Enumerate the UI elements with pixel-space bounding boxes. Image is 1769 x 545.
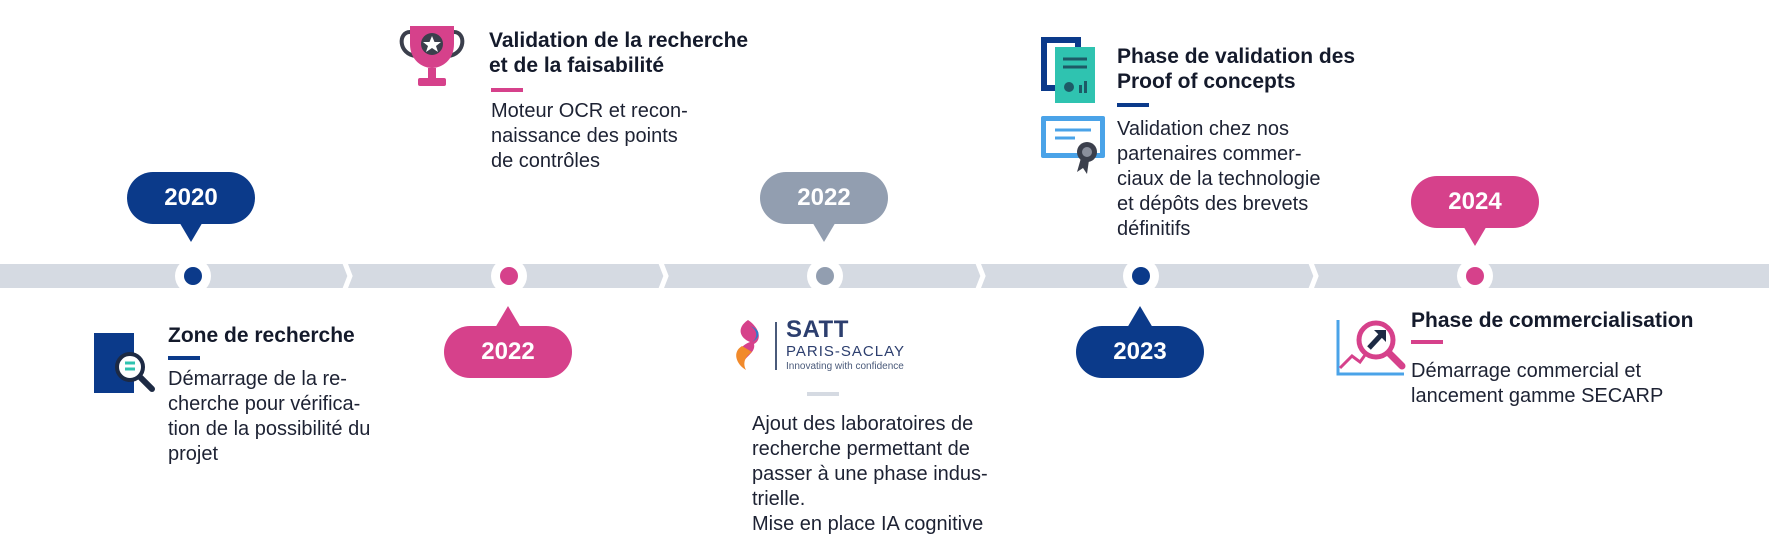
magnifier-document-icon	[94, 333, 156, 393]
certificate-icon	[1041, 116, 1105, 174]
accent-bar	[491, 88, 523, 92]
timeline-track	[0, 264, 1769, 288]
timeline-dot	[807, 258, 843, 294]
logo-divider	[775, 322, 777, 370]
milestone-description: Moteur OCR et recon- naissance des points de contrôles	[491, 100, 688, 172]
accent-bar	[1117, 103, 1149, 107]
timeline-dot	[1123, 258, 1159, 294]
timeline-dot	[175, 258, 211, 294]
accent-bar	[168, 356, 200, 360]
year-badge-2023: 2023	[1076, 326, 1204, 378]
milestone-description: Ajout des laboratoires de recherche permettant de passer à une phase indus- trielle. Mise en place IA cognitive	[752, 413, 988, 535]
milestone-description: Validation chez nos partenaires commer- ciaux de la technologie et dépôts des brevets définitifs	[1117, 118, 1321, 240]
chevron-separator	[1300, 236, 1320, 316]
milestone-description: Démarrage commercial et lancement gamme SECARP	[1411, 360, 1664, 407]
document-icon	[1041, 37, 1099, 105]
milestone-title: Validation de la recherche et de la faisabilité	[489, 29, 749, 77]
chevron-separator	[334, 236, 354, 316]
milestone-title: Zone de recherche	[168, 324, 355, 347]
milestone-title: Phase de commercialisation	[1411, 309, 1694, 332]
year-badge-2020: 2020	[127, 172, 255, 224]
timeline-dot	[491, 258, 527, 294]
accent-bar	[807, 392, 839, 396]
year-badge-2024: 2024	[1411, 176, 1539, 228]
growth-chart-magnifier-icon	[1336, 318, 1406, 376]
logo-tagline: Innovating with confidence	[786, 361, 904, 372]
chevron-separator	[967, 236, 987, 316]
year-badge-2022-a: 2022	[444, 326, 572, 378]
trophy-icon	[396, 24, 468, 88]
year-badge-2022-b: 2022	[760, 172, 888, 224]
milestone-title: Phase de validation des Proof of concepts	[1117, 45, 1356, 93]
logo-name: SATT	[786, 316, 849, 343]
satt-logo	[730, 318, 930, 374]
chevron-separator	[650, 236, 670, 316]
logo-subname: PARIS-SACLAY	[786, 343, 905, 360]
satt-logo-mark	[730, 318, 766, 372]
timeline-dot	[1457, 258, 1493, 294]
accent-bar	[1411, 340, 1443, 344]
milestone-description: Démarrage de la re- cherche pour vérifica- tion de la possibilité du projet	[168, 368, 371, 465]
